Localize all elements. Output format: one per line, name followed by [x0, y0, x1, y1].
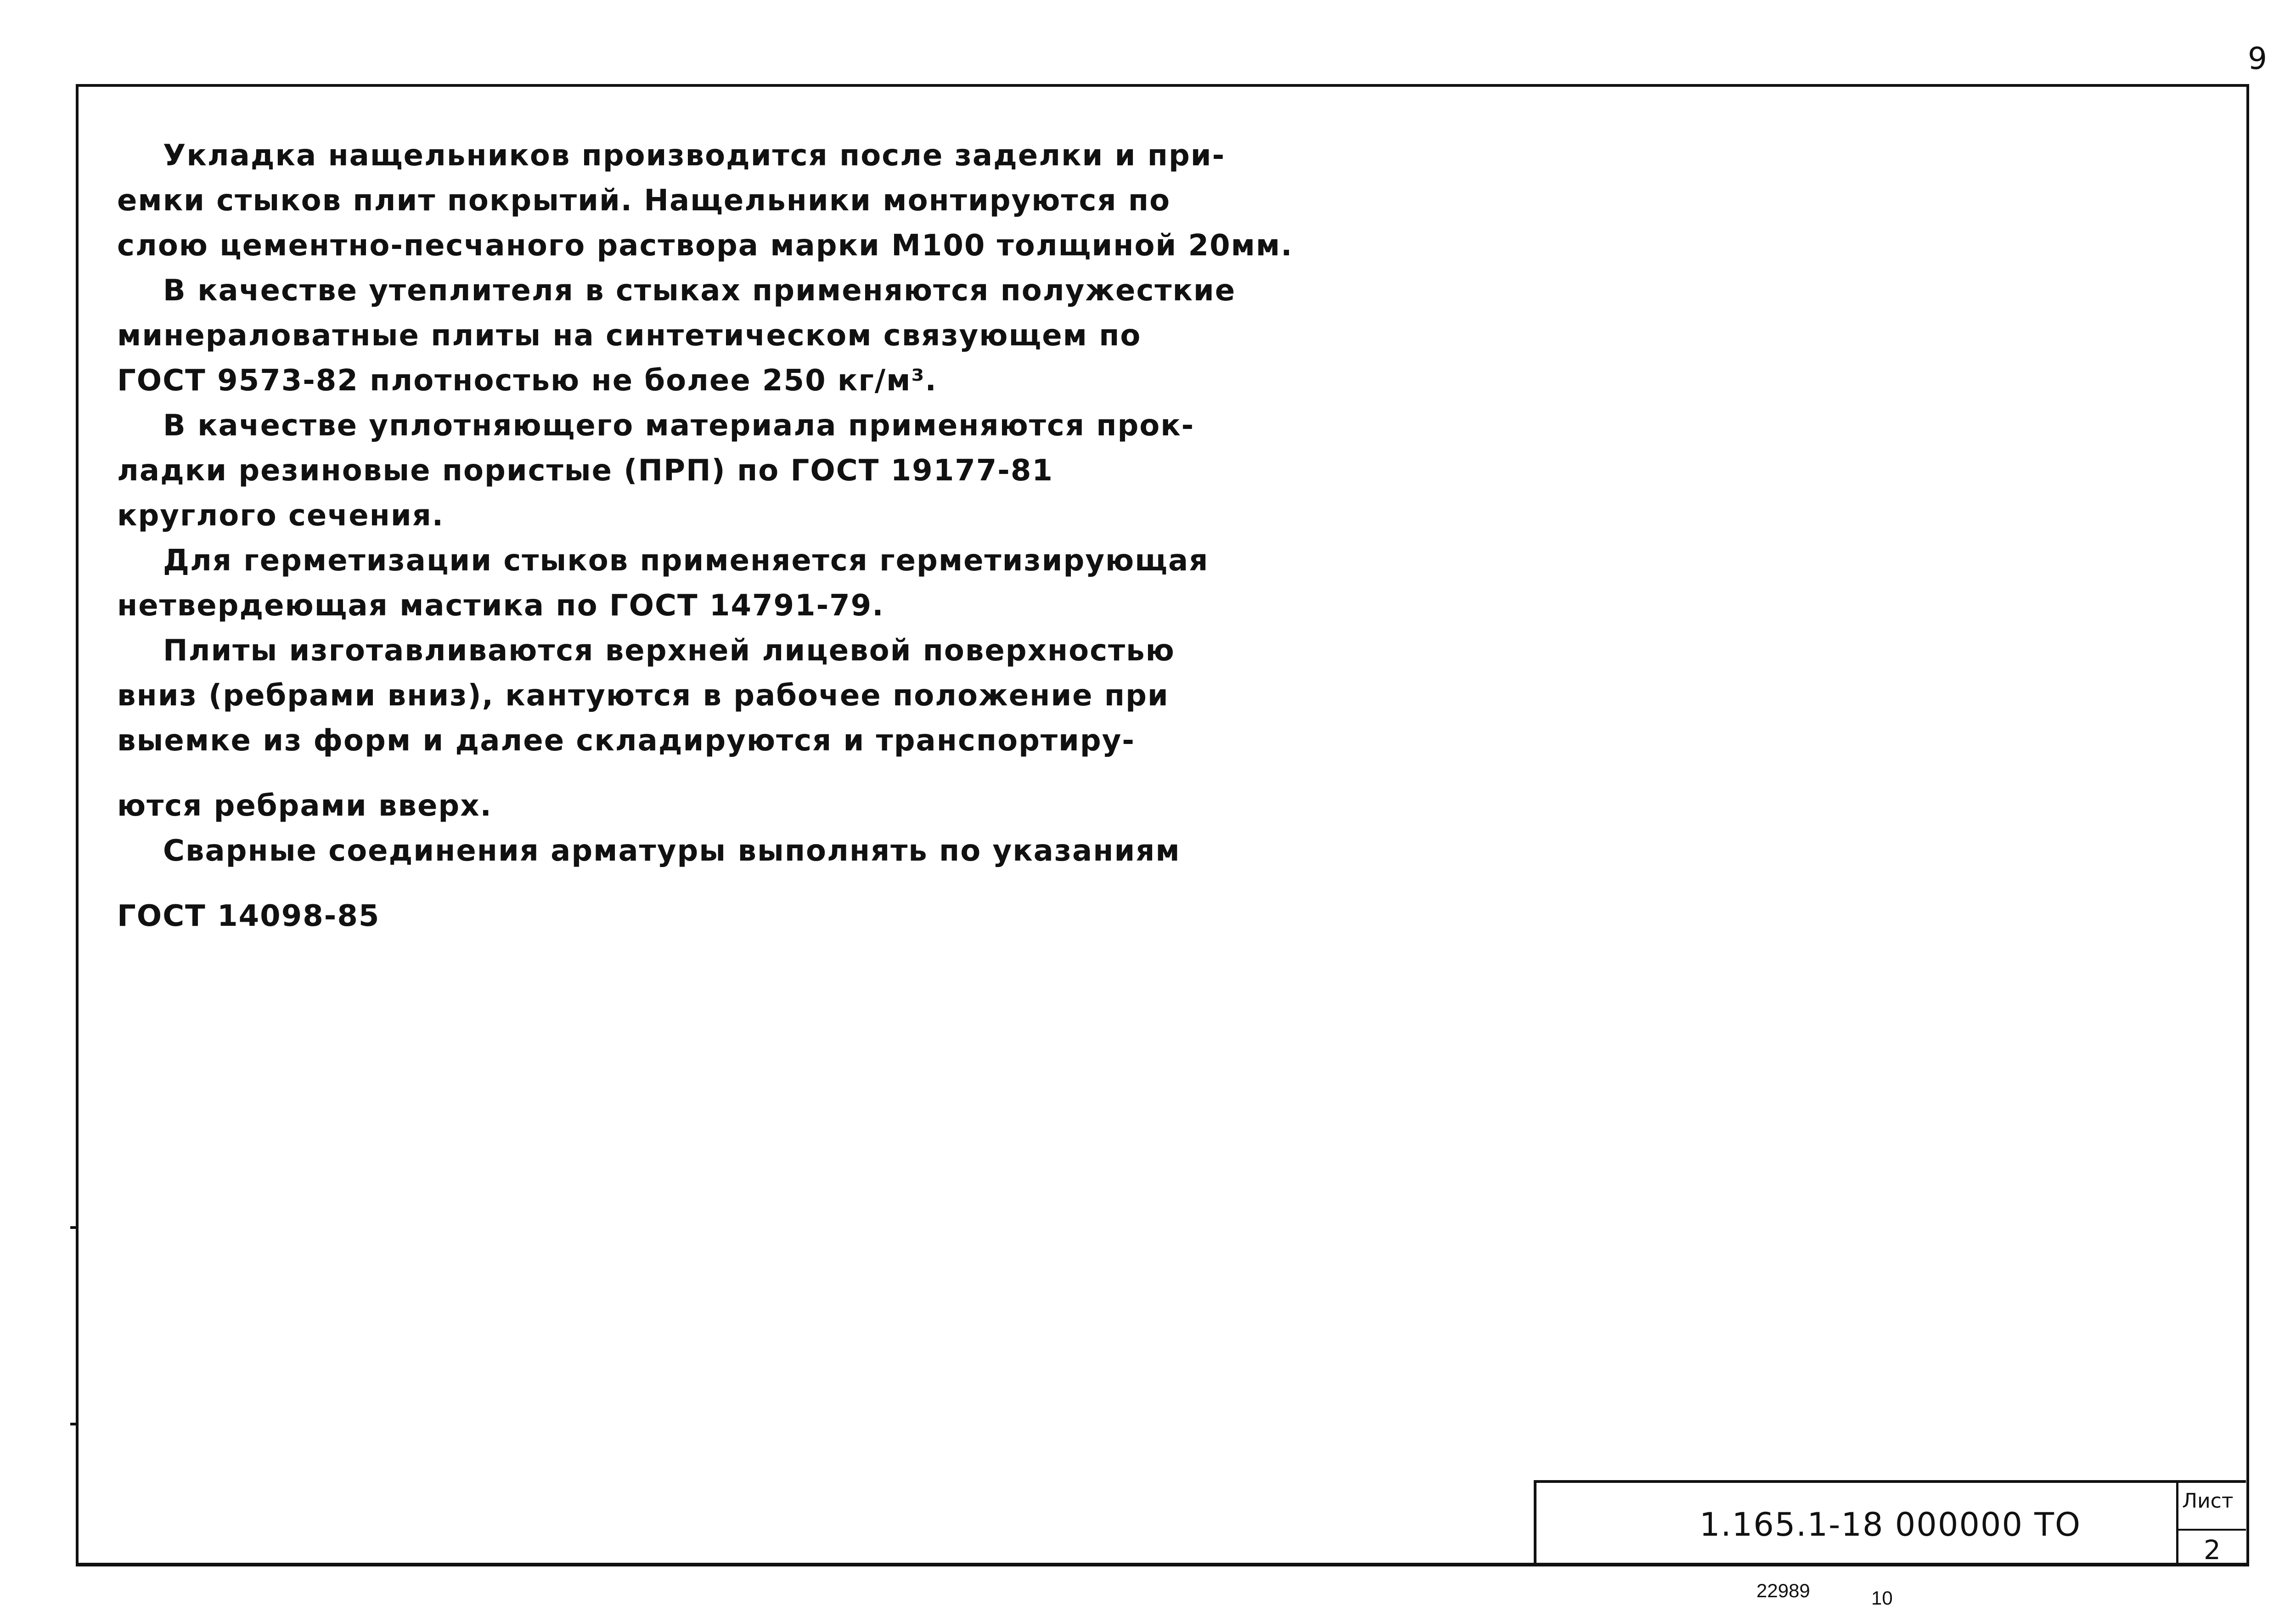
paragraph-joint-strips — [117, 133, 1293, 268]
frame-tick — [70, 1423, 77, 1425]
sheet-cell — [2176, 1483, 2246, 1566]
paragraph-sealing-material — [117, 403, 1195, 538]
text-line: ются ребрами вверх. — [117, 789, 492, 823]
sheet-cell-divider — [2178, 1529, 2246, 1531]
text-line: Для герметизации стыков применяется герметизирующая — [163, 544, 1209, 578]
document-code: 1.165.1-18 000000 ТО — [1699, 1506, 2082, 1543]
text-line: круглого сечения. — [117, 499, 445, 533]
paragraph-insulation — [117, 268, 1236, 403]
text-line: выемке из форм и далее складируются и транспортиру- — [117, 724, 1135, 758]
sheet-number-top: 9 — [2248, 41, 2267, 76]
text-line: слою цементно-песчаного раствора марки М100 толщиной 20мм. — [117, 229, 1293, 263]
text-line: нетвердеющая мастика по ГОСТ 14791-79. — [117, 589, 884, 623]
footer-number: 22989 — [1756, 1580, 1810, 1601]
text-line: ГОСТ 9573-82 плотностью не более 250 кг/м³. — [117, 364, 937, 398]
text-line: Укладка нащельников производится после заделки и при- — [163, 139, 1226, 173]
text-line: вниз (ребрами вниз), кантуются в рабочее положение при — [117, 679, 1169, 713]
text-line: Сварные соединения арматуры выполнять по указаниям — [163, 834, 1181, 868]
text-line: В качестве уплотняющего материала применяются прок- — [163, 409, 1195, 443]
frame-tick — [70, 1226, 77, 1229]
paragraph-slab-manufacture — [117, 628, 1173, 828]
title-block — [1534, 1480, 2246, 1566]
text-line: Плиты изготавливаются верхней лицевой поверхностью — [163, 634, 1175, 668]
text-line: В качестве утеплителя в стыках применяются полужесткие — [163, 274, 1236, 308]
sheet-label: Лист — [2182, 1489, 2234, 1513]
text-line: ГОСТ 14098-85 — [117, 899, 380, 933]
text-line: минераловатные плиты на синтетическом связующем по — [117, 319, 1142, 353]
text-line: ладки резиновые пористые (ПРП) по ГОСТ 19177-81 — [117, 454, 1053, 488]
text-line: емки стыков плит покрытий. Нащельники монтируются по — [117, 184, 1171, 218]
footer-number: 10 — [1871, 1587, 1893, 1609]
sheet-value: 2 — [2204, 1534, 2221, 1566]
notes-text — [117, 133, 1293, 939]
paragraph-welding — [117, 828, 1181, 939]
paragraph-sealant — [117, 538, 1209, 628]
